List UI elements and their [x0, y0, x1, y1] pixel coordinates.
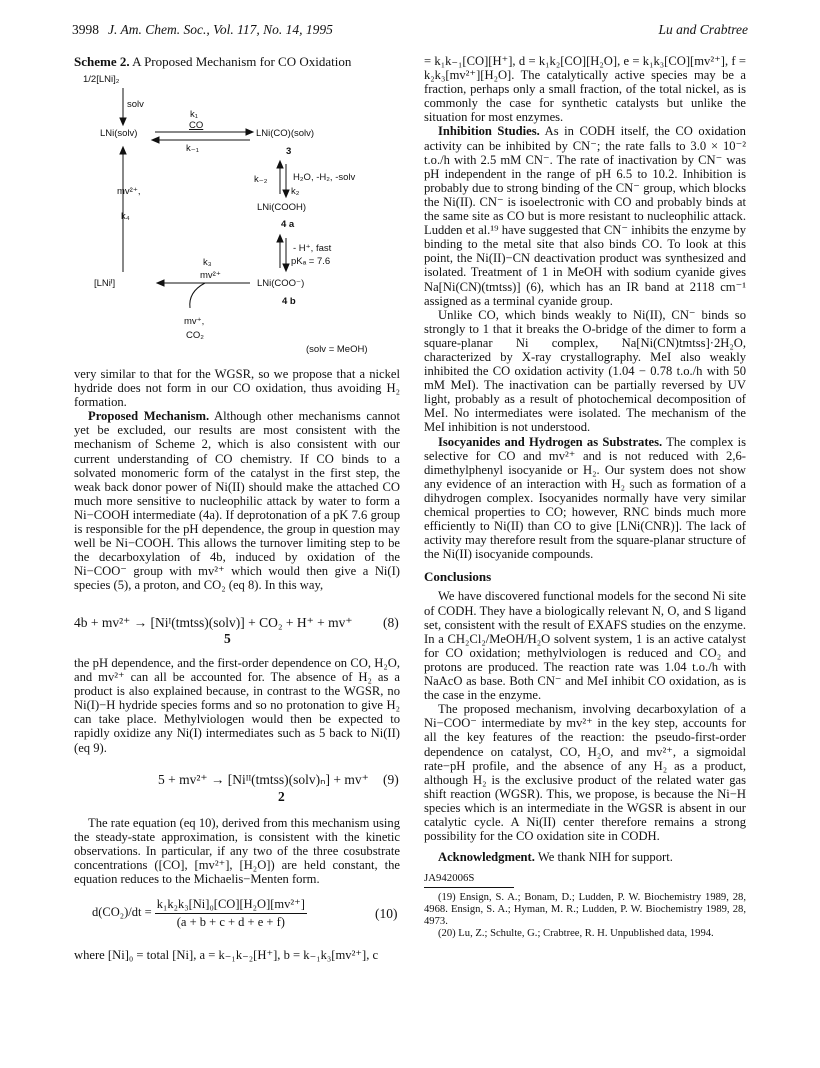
reference-20: (20) Lu, Z.; Schulte, G.; Crabtree, R. H. Unpublished data, 1994. — [438, 928, 714, 940]
scheme-arrows — [60, 60, 390, 360]
left-column-bottom — [74, 948, 400, 962]
equation-10-numerator: k₁k₂k₃[Ni]₀[CO][H₂O][mv²⁺] — [155, 896, 307, 914]
left-column-mid — [74, 656, 400, 755]
right-para-6: The proposed mechanism, involving decarboxylation of a Ni−COO⁻ intermediate by mv²⁺ in the key step, accounts for all the key features of the reaction: the pseudo-first-order dependence on catalyst, CO, H₂O, and mv²⁺, a sigmoidal rate−pH profile, and the absence of any H₂ as a product, although H₂ is the exclusive product of the related water gas shift reaction (WGSR). This, we propose, is because the Ni−H species which is an intermediate in the WGSR is absent in our catalytic cycle. A Ni(II) center therefore remains a strong possibility for the CO oxidation site in CODH. — [424, 702, 746, 844]
scheme-lni-solv: LNi(solv) — [100, 128, 138, 139]
equation-10-denominator: (a + b + c + d + e + f) — [176, 915, 285, 929]
scheme-k3: k₃ — [203, 257, 212, 268]
heading-conclusions: Conclusions — [424, 569, 492, 585]
journal-citation: J. Am. Chem. Soc., Vol. 117, No. 14, 1995 — [108, 22, 333, 37]
scheme-solv-note: (solv = MeOH) — [306, 344, 368, 355]
right-para-4 — [424, 435, 746, 562]
heading-proposed-mechanism: Proposed Mechanism. — [88, 409, 210, 424]
ja-id: JA942006S — [424, 871, 514, 888]
scheme-km1: k₋₁ — [186, 143, 199, 154]
equation-9-label: 2 — [278, 789, 285, 804]
scheme-compound-4b: 4 b — [282, 296, 296, 307]
left-column-lower — [74, 816, 400, 886]
arrow-head-k4 — [120, 147, 126, 154]
reference-19: (19) Ensign, S. A.; Bonam, D.; Ludden, P. W. Biochemistry 1989, 28, 4968. Ensign, S. A.; Hyman, M. R.; Ludden, P. W. Biochemistry 1989, 28, 4973. — [424, 892, 746, 928]
left-para-5: where [Ni]₀ = total [Ni], a = k₋₁k₋₂[H⁺], b = k₋₁k₃[mv²⁺], c — [74, 948, 379, 962]
scheme-k1: k₁ — [190, 109, 198, 120]
scheme-lni-coo: LNi(COO⁻) — [257, 278, 305, 289]
equation-8-label: 5 — [224, 631, 231, 646]
right-para-2 — [424, 124, 746, 307]
scheme-lni-i: [LNiᴵ] — [94, 278, 116, 289]
scheme-k2: k₂ — [291, 186, 300, 197]
scheme-caption: A Proposed Mechanism for CO Oxidation — [132, 54, 352, 69]
equation-8-number: (8) — [383, 615, 399, 630]
arrow-head-deprot — [283, 264, 289, 271]
equation-9-number: (9) — [383, 772, 399, 787]
left-para-2 — [74, 409, 400, 592]
arrow-head-solv — [120, 118, 126, 125]
right-column — [424, 54, 746, 940]
left-para-4: The rate equation (eq 10), derived from this mechanism using the steady-state approximation, is consistent with the kinetic observations. In particular, if any two of the three cosubstrate concentrations ([CO], [mv²⁺], [H₂O]) are held constant, the equation reduces to the Michaelis−Menten form. — [74, 816, 400, 887]
equation-10-number: (10) — [375, 906, 398, 921]
left-para-3: the pH dependence, and the first-order dependence on CO, H₂O, and mv²⁺ can all be accounted for. The absence of H₂ as a product is also explained because, in contrast to the WGSR, no Ni(I)−H hydride species forms and so no protonation to give H₂ can take place. Methylviologen would then be expected to rapidly oxidize any Ni(I) intermediates such as 5 back to Ni(II) (eq 9). — [74, 656, 400, 755]
acknowledgment-text: We thank NIH for support. — [537, 850, 673, 865]
scheme-label: Scheme 2. — [74, 54, 130, 69]
scheme-lni-co-solv: LNi(CO)(solv) — [256, 128, 315, 139]
page-number: 3998 — [72, 22, 99, 37]
scheme-mv2-left: mv²⁺, — [117, 186, 141, 197]
arrow-head-k1 — [246, 129, 253, 135]
arrow-head-km1 — [152, 137, 159, 143]
references — [424, 892, 746, 940]
right-para-3: Unlike CO, which binds weakly to Ni(II), CN⁻ binds so strongly to 1 that it breaks the O-bridge of the dimer to form a square-planar Ni complex, Na[Ni(CN)tmtss]·2H₂O, characterized by X-ray crystallography. MeI also weakly inhibited the CO oxidation activity (1.04 − 0.78 t.o./h with 50 mM MeI). The inactivation can be partially reversed by UV light, probably as a result of photochemical decomposition of MeI. No intermediates were isolated. The mechanism of the MeI inhibition is not understood. — [424, 307, 746, 435]
right-para-5: We have discovered functional models for the second Ni site of CODH. They have a biologically relevant N, O, and S ligand set, consistent with the result of EXAFS studies on the enzyme. In a CH₂Cl₂/MeOH/H₂O solvent system, 1 is an active catalyst for CO oxidation; methylviologen is reduced and CO₂ and protons are produced. The reaction rate was 1.04 t.o./h with NaAcO as base. Both CN⁻ and MeI inhibit CO oxidation, as is the case in the enzyme. — [424, 589, 746, 703]
scheme-start: 1/2[LNi]₂ — [83, 74, 120, 85]
arrow-head-deprot-up — [277, 235, 283, 242]
equation-9: 5 + mv²⁺ → [Niᴵᴵ(tmtss)(solv)ₙ] + mv⁺ — [158, 772, 369, 787]
scheme-compound-3: 3 — [286, 146, 292, 157]
scheme-k4: k₄ — [121, 211, 130, 222]
arrow-co2-release — [190, 283, 205, 308]
scheme-co: CO — [189, 120, 204, 131]
left-para-1: very similar to that for the WGSR, so we propose that a nickel hydride does not form in our CO oxidation, thus avoiding H₂ formation. — [74, 367, 400, 410]
scheme-mv-plus: mv⁺, — [184, 316, 205, 327]
arrow-head-k3 — [157, 280, 164, 286]
arrow-head-km2 — [277, 161, 283, 168]
equation-10-fraction — [155, 896, 307, 930]
right-para-2-text: As in CODH itself, the CO oxidation activity can be inhibited by CN⁻; the rate falls to 3.0 × 10⁻² t.o./h with 2.5 mM CN⁻. The rate of inactivation by CN⁻ was pH independent in the range of pH 6.5 to 10.2. Inhibition is probably due to strong binding of the CN⁻ group, which blocks the Ni(II). CN⁻ is isoelectronic with CO and probably binds at the same site as CO but is more resistant to nucleophilic attack. Ludden et al.¹⁹ have suggested that CN⁻ inhibits the enzyme by binding to the metal site that also binds CO. To look at this point, the Ni(II)−CN deactivation product was synthesized and isolated. Treatment of 1 in MeOH with sodium cyanide gives Na[Ni(CN)(tmtss)] (6), which has an IR band at 2118 cm⁻¹ assigned as a terminal cyanide group. — [424, 124, 746, 308]
left-para-2-text: Although other mechanisms cannot yet be excluded, our results are most consistent with the mechanism of Scheme 2, which is also consistent with our current understanding of CO chemistry. If CO binds to a solvated monomeric form of the catalyst in the first step, the weak back donor power of Ni(II) should make the attached CO much more sensitive to nucleophilic attack by water to form a Ni−COOH intermediate (4a). If deprotonation of a pK 7.6 group is responsible for the pH dependence, the group in question may well be Ni−COOH. This allows the turnover limiting step to be the decarboxylation of 4b, induced by oxidation of the Ni−COO⁻ group with mv²⁺ which would then give a Ni(I) species (5), a proton, and CO₂ (eq 8). In this way, — [74, 409, 400, 593]
arrow-head-k2 — [283, 190, 289, 197]
scheme-km2: k₋₂ — [254, 174, 268, 185]
heading-acknowledgment: Acknowledgment. — [438, 850, 535, 865]
running-authors: Lu and Crabtree — [658, 22, 748, 37]
equation-10 — [92, 896, 307, 930]
heading-inhibition: Inhibition Studies. — [438, 124, 540, 139]
equation-8: 4b + mv²⁺ → [Niᴵ(tmtss)(solv)] + CO₂ + H⁺ + mv⁺ — [74, 615, 353, 630]
scheme-compound-4a: 4 a — [281, 219, 295, 230]
heading-isocyanides: Isocyanides and Hydrogen as Substrates. — [438, 434, 663, 449]
acknowledgment — [424, 850, 746, 864]
right-para-4-text: The complex is selective for CO and mv²⁺ and is not reduced with 2,6-dimethylphenyl isocyanide or H₂. Our system does not show any evidence of an interaction with H₂ such as formation of a dihydrogen complex. Isocyanides normally have very similar chemical properties to CO; however, RNC binds much more efficiently to Ni(II) than CO to give [LNi(CNR)]. The lack of activity may therefore result from the square-planar structure of the Ni(II) isocyanide compounds. — [424, 434, 746, 562]
scheme-co2: CO₂ — [186, 330, 204, 341]
scheme-lni-cooh: LNi(COOH) — [257, 202, 307, 213]
scheme-deprot: - H⁺, fast — [293, 243, 332, 254]
scheme-h2o-step: H₂O, -H₂, -solv — [293, 172, 356, 183]
scheme-solv: solv — [127, 99, 144, 110]
scheme-mv2-mid: mv²⁺ — [200, 270, 221, 281]
left-column-top — [74, 367, 400, 593]
right-para-1: = k₁k₋₁[CO][H⁺], d = k₁k₂[CO][H₂O], e = k₁k₃[CO][mv²⁺], f = k₂k₃[mv²⁺][H₂O]. The catalytically active species may be a fraction, perhaps only a small fraction, of the total nickel, as is commonly the case for synthetic catalysts but unlike the situation for most enzymes. — [424, 54, 746, 125]
equation-10-lhs: d(CO₂)/dt = — [92, 904, 152, 919]
scheme-pka: pKₐ = 7.6 — [291, 256, 331, 267]
